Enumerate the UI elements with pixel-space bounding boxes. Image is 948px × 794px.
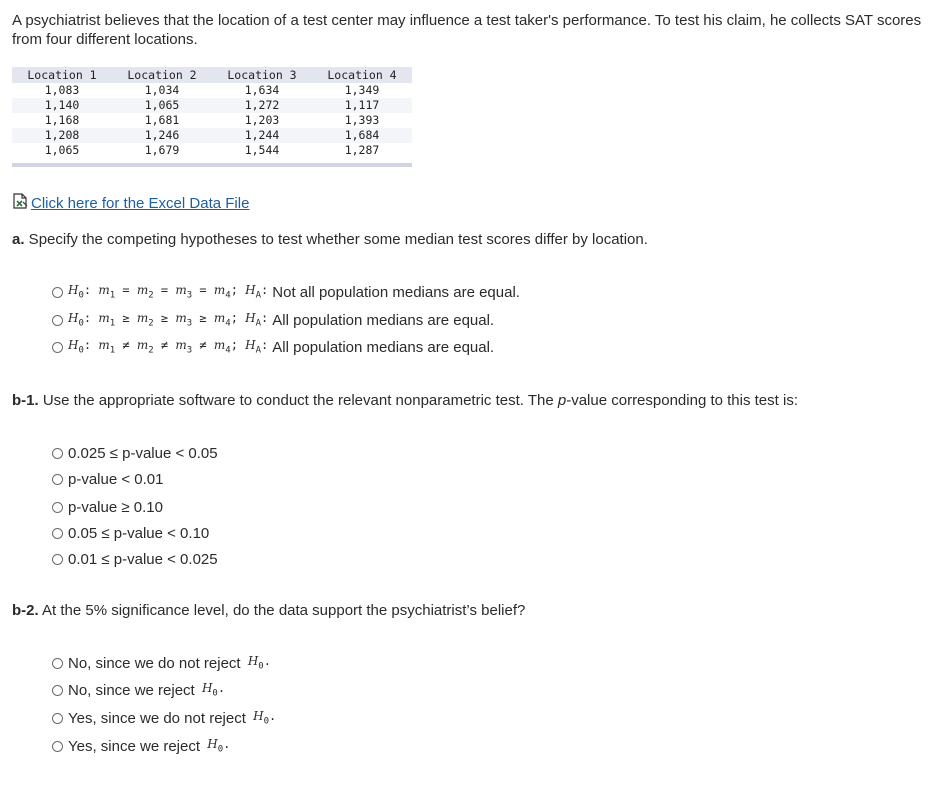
table-cell: 1,140 [12, 98, 112, 113]
option-label: 0.05 ≤ p-value < 0.10 [68, 524, 210, 542]
table-cell: 1,681 [144, 113, 180, 127]
question-a-label: a. [12, 231, 25, 248]
question-b1: b-1. Use the appropriate software to conduct the relevant nonparametric test. The p-value corresponding to this test is: [12, 392, 798, 409]
table-cell: 1,244 [212, 128, 312, 143]
header-location-4: Location 4 [312, 67, 412, 83]
option-label: p-value ≥ 0.10 [68, 498, 163, 516]
hypothesis-ha: All population medians are equal. [272, 338, 495, 356]
radio-button[interactable] [52, 713, 63, 724]
option-b2-2[interactable] [52, 680, 225, 700]
radio-button[interactable] [52, 474, 63, 485]
hypothesis-ha: Not all population medians are equal. [272, 283, 520, 301]
excel-file-icon [12, 193, 29, 213]
radio-button[interactable] [52, 658, 63, 669]
table-cell: 1,684 [312, 128, 412, 143]
header-location-2: Location 2 [112, 67, 212, 83]
hypothesis-ha: All population medians are equal. [272, 311, 495, 329]
table-cell: 1,679 [144, 143, 180, 157]
h0-symbol: $H_0$. [201, 681, 226, 699]
table-cell: 1,203 [244, 113, 280, 127]
radio-button[interactable] [52, 502, 63, 513]
h0-symbol: $H_0$. [247, 654, 271, 672]
option-b2-3[interactable] [52, 708, 276, 728]
data-table [12, 67, 412, 158]
option-label: Yes, since we do not reject [68, 709, 246, 727]
table-row [12, 143, 412, 158]
table-cell: 1,034 [144, 83, 180, 97]
table-cell: 1,246 [112, 128, 212, 143]
option-b1-2[interactable] [52, 469, 164, 489]
hypothesis-h0: $H_0$: $m_1 = m_2 = m_3 = m_4$; $H_A$: [68, 283, 269, 301]
table-cell: 1,634 [244, 83, 280, 97]
radio-button[interactable] [52, 685, 63, 696]
table-row [12, 113, 412, 128]
table-cell: 1,168 [44, 113, 80, 127]
radio-button[interactable] [52, 287, 63, 298]
table-row [12, 98, 412, 113]
h0-symbol: $H_0$. [253, 709, 277, 727]
option-a-3[interactable] [52, 337, 494, 357]
header-location-3: Location 3 [212, 67, 312, 83]
h0-symbol: $H_0$. [207, 737, 231, 755]
radio-button[interactable] [52, 448, 63, 459]
option-b1-3[interactable] [52, 497, 163, 517]
table-cell: 1,208 [12, 128, 112, 143]
radio-button[interactable] [52, 315, 63, 326]
option-b2-4[interactable] [52, 736, 230, 756]
option-label: p-value < 0.01 [68, 470, 164, 488]
option-label: No, since we reject [68, 681, 195, 699]
table-cell: 1,083 [44, 83, 80, 97]
option-a-1[interactable] [52, 282, 520, 302]
question-a-text: Specify the competing hypotheses to test whether some median test scores differ by location. [24, 231, 648, 248]
radio-button[interactable] [52, 342, 63, 353]
table-bottom-bar [12, 163, 412, 167]
table-cell: 1,393 [344, 113, 380, 127]
table-row [12, 128, 412, 143]
option-label: 0.01 ≤ p-value < 0.025 [68, 550, 218, 568]
radio-button[interactable] [52, 528, 63, 539]
question-b2 [12, 602, 525, 619]
problem-intro: A psychiatrist believes that the location of a test center may influence a test taker's performance. To test his claim, he collects SAT scores from four different locations. [12, 12, 922, 48]
data-table-container [12, 67, 412, 167]
header-location-1: Location 1 [12, 67, 112, 83]
option-label: Yes, since we reject [68, 737, 201, 755]
option-label: 0.025 ≤ p-value < 0.05 [68, 444, 218, 462]
table-cell: 1,272 [212, 98, 312, 113]
table-cell: 1,349 [344, 83, 380, 97]
question-a [12, 231, 648, 248]
option-b1-5[interactable] [52, 549, 218, 569]
table-cell: 1,287 [344, 143, 380, 157]
radio-button[interactable] [52, 741, 63, 752]
table-cell: 1,117 [312, 98, 412, 113]
option-b1-1[interactable] [52, 443, 218, 463]
table-cell: 1,065 [112, 98, 212, 113]
table-header-row [12, 67, 412, 83]
table-cell: 1,065 [44, 143, 80, 157]
option-b1-4[interactable] [52, 523, 209, 543]
excel-link-row[interactable] [12, 193, 249, 213]
radio-button[interactable] [52, 554, 63, 565]
option-label: No, since we do not reject [68, 654, 241, 672]
table-cell: 1,544 [244, 143, 280, 157]
hypothesis-h0: $H_0$: $m_1 \ge m_2 \ge m_3 \ge m_4$; $H_A$: [68, 311, 269, 329]
question-b1-label: b-1. [12, 392, 39, 409]
excel-data-file-link[interactable]: Click here for the Excel Data File [31, 194, 250, 212]
option-a-2[interactable] [52, 310, 494, 330]
option-b2-1[interactable] [52, 653, 271, 673]
question-b2-text: At the 5% significance level, do the data support the psychiatrist’s belief? [38, 602, 526, 619]
question-b2-label: b-2. [12, 602, 39, 619]
hypothesis-h0: $H_0$: $m_1 \ne m_2 \ne m_3 \ne m_4$; $H_A$: [68, 338, 269, 356]
table-row [12, 83, 412, 98]
